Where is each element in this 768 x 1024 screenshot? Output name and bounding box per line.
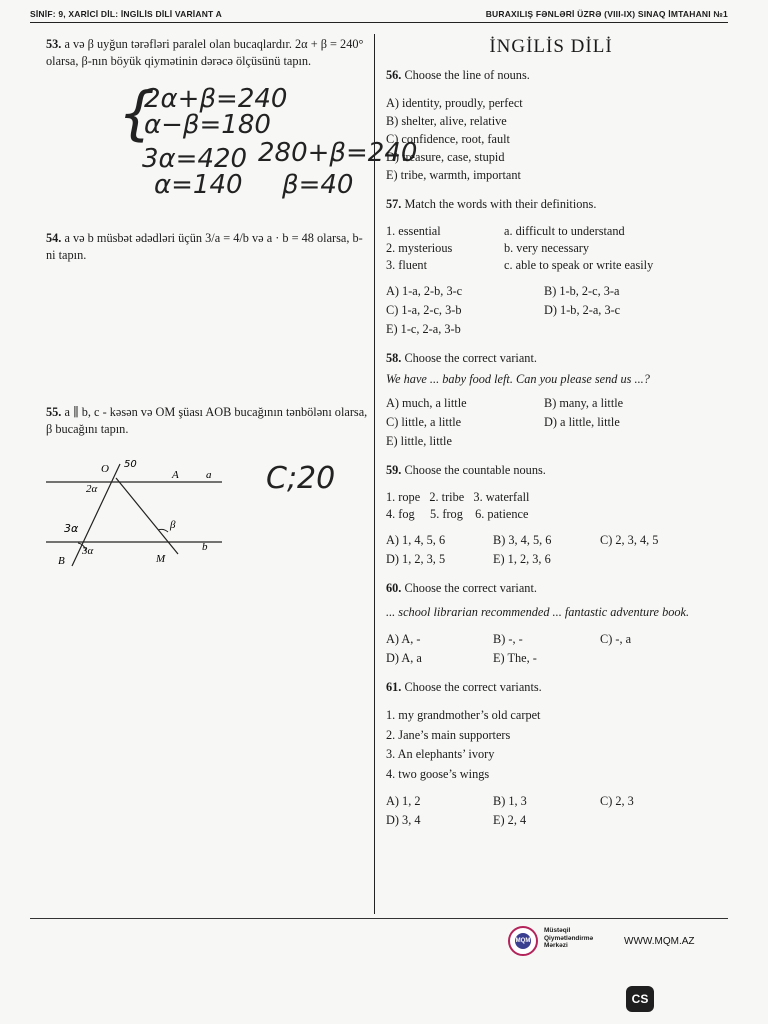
item-1: 1. my grandmother’s old carpet — [386, 708, 541, 722]
option-d[interactable]: D) 1, 2, 3, 5 — [386, 552, 446, 566]
items-line-2: 4. fog 5. frog 6. patience — [386, 507, 529, 521]
question-number: 55. — [46, 405, 62, 419]
sentence: We have ... baby food left. Can you please send us ...? — [386, 372, 650, 386]
item-4: 4. two goose’s wings — [386, 766, 490, 781]
hand-line-6: β=40 — [282, 170, 354, 200]
option-a[interactable]: A) 1, 2 — [386, 794, 421, 808]
option-a[interactable]: A) 1, 4, 5, 6 — [386, 533, 446, 547]
option-c[interactable]: C) confidence, root, fault — [386, 132, 510, 146]
mqm-logo-icon — [508, 926, 538, 956]
question-57 — [386, 196, 716, 339]
option-b[interactable]: B) many, a little — [544, 396, 624, 410]
question-number: 59. — [386, 463, 402, 477]
option-e[interactable]: E) The, - — [493, 651, 537, 665]
word-3: 3. fluent — [386, 258, 427, 272]
question-55 — [46, 404, 368, 438]
label-o: O — [101, 463, 109, 475]
option-c[interactable]: C) -, a — [600, 632, 632, 646]
option-d[interactable]: D) a little, little — [544, 415, 620, 429]
hand-line-3: 3α=420 — [142, 144, 248, 174]
hand-line-5: 280+β=240 — [258, 138, 418, 168]
question-text: a ∥ b, c - kəsən və OM şüası AOB bucağının tənbölənı olarsa, β bucağını tapın. — [46, 405, 368, 436]
option-e[interactable]: E) 1, 2, 3, 6 — [493, 552, 551, 566]
org-name — [544, 927, 593, 950]
label-beta: β — [170, 519, 176, 531]
option-c[interactable]: C) 2, 3 — [600, 794, 634, 808]
question-text: Match the words with their definitions. — [404, 197, 597, 211]
option-a[interactable]: A) A, - — [386, 632, 421, 646]
question-60 — [386, 580, 716, 668]
header-divider — [30, 22, 728, 23]
website-link[interactable]: WWW.MQM.AZ — [624, 936, 695, 947]
hand-line-4: α=140 — [154, 170, 243, 200]
item-2: 2. Jane’s main supporters — [386, 727, 511, 742]
hand-line-2: α−β=180 — [144, 110, 271, 140]
handwritten-answer-55: C;20 — [266, 461, 336, 496]
def-c: c. able to speak or write easily — [504, 258, 654, 272]
camscanner-badge-icon: CS — [626, 986, 654, 1012]
question-59 — [386, 462, 716, 569]
option-a[interactable]: A) identity, proudly, perfect — [386, 96, 523, 110]
header-right: BURAXILIŞ FƏNLƏRİ ÜZRƏ (VIII-IX) SINAQ İMTAHANI №1 — [485, 9, 728, 19]
question-text: Choose the correct variant. — [404, 351, 537, 365]
option-a[interactable]: A) 1-a, 2-b, 3-c — [386, 284, 463, 298]
option-e[interactable]: E) tribe, warmth, important — [386, 168, 521, 182]
label-a-point: A — [172, 469, 179, 481]
label-50: 50 — [124, 459, 137, 470]
sentence: ... school librarian recommended ... fantastic adventure book. — [386, 605, 690, 619]
label-3a: 3α — [82, 545, 94, 557]
question-text: Choose the correct variants. — [404, 680, 542, 694]
item-3: 3. An elephants’ ivory — [386, 747, 495, 761]
logo-abbr: MQM — [515, 933, 531, 949]
word-2: 2. mysterious — [386, 241, 453, 255]
option-e[interactable]: E) 1-c, 2-a, 3-b — [386, 322, 461, 336]
question-number: 54. — [46, 231, 62, 245]
option-c[interactable]: C) little, a little — [386, 415, 462, 429]
right-column — [386, 36, 716, 830]
org-line-2: Qiymətləndirmə — [544, 934, 594, 942]
question-58 — [386, 350, 716, 451]
org-line-1: Müstəqil — [544, 927, 571, 934]
label-2a: 2α — [86, 483, 98, 495]
label-b-point: B — [58, 555, 65, 567]
option-b[interactable]: B) shelter, alive, relative — [386, 114, 507, 128]
option-d[interactable]: D) A, a — [386, 651, 422, 665]
question-61 — [386, 679, 716, 830]
option-b[interactable]: B) 1, 3 — [493, 794, 527, 808]
def-a: a. difficult to understand — [504, 224, 625, 238]
label-line-a: a — [206, 469, 212, 481]
option-e[interactable]: E) little, little — [386, 434, 452, 448]
label-m-point: M — [156, 553, 166, 565]
option-b[interactable]: B) -, - — [493, 632, 523, 646]
hand-line-1: 2α+β=240 — [144, 84, 288, 114]
option-c[interactable]: C) 2, 3, 4, 5 — [600, 533, 659, 547]
question-56 — [386, 67, 716, 184]
question-number: 60. — [386, 581, 402, 595]
brace-icon: { — [118, 79, 155, 147]
question-number: 53. — [46, 37, 62, 51]
question-number: 56. — [386, 68, 402, 82]
question-number: 61. — [386, 680, 402, 694]
question-number: 57. — [386, 197, 402, 211]
question-number: 58. — [386, 351, 402, 365]
option-e[interactable]: E) 2, 4 — [493, 813, 527, 827]
option-d[interactable]: D) 1-b, 2-a, 3-c — [544, 303, 621, 317]
org-line-3: Mərkəzi — [544, 942, 568, 949]
items-line-1: 1. rope 2. tribe 3. waterfall — [386, 490, 530, 504]
question-text: a və b müsbət ədədləri üçün 3/a = 4/b və a · b = 48 olarsa, b-ni tapın. — [46, 231, 363, 262]
geometry-figure — [46, 450, 246, 580]
def-b: b. very necessary — [504, 241, 590, 255]
option-b[interactable]: B) 1-b, 2-c, 3-a — [544, 284, 620, 298]
question-53 — [46, 36, 368, 70]
question-text: Choose the line of nouns. — [404, 68, 530, 82]
transversal-c — [72, 464, 120, 566]
option-d[interactable]: D) 3, 4 — [386, 813, 421, 827]
question-text: Choose the correct variant. — [404, 581, 537, 595]
option-c[interactable]: C) 1-a, 2-c, 3-b — [386, 303, 462, 317]
header-left: SİNİF: 9, XARİCİ DİL: İNGİLİS DİLİ VARİANT A — [30, 9, 223, 19]
word-1: 1. essential — [386, 224, 441, 238]
question-text: Choose the countable nouns. — [404, 463, 546, 477]
option-a[interactable]: A) much, a little — [386, 396, 467, 410]
footer-divider — [30, 918, 728, 919]
label-3a-hand: 3α — [64, 522, 79, 535]
match-table — [386, 223, 716, 274]
footer — [508, 924, 708, 960]
label-line-b: b — [202, 541, 208, 553]
question-54 — [46, 230, 368, 264]
subject-title: İNGİLİS DİLİ — [489, 36, 613, 57]
option-b[interactable]: B) 3, 4, 5, 6 — [493, 533, 552, 547]
option-d[interactable]: D) treasure, case, stupid — [386, 150, 505, 164]
question-text: a və β uyğun tərəfləri paralel olan bucaqlardır. 2α + β = 240° olarsa, β-nın böyük qiymətinin dərəcə ölçüsünü tapın. — [46, 37, 364, 68]
